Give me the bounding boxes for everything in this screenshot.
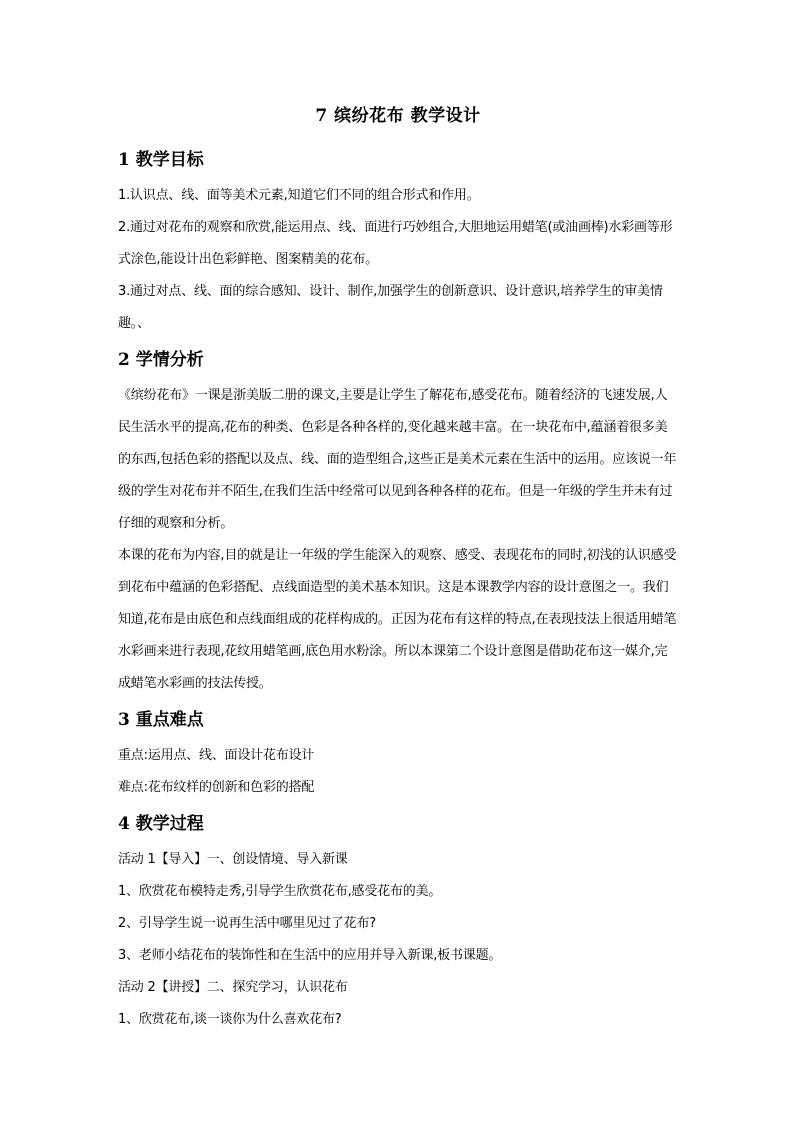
section-heading: 4 教学过程	[118, 814, 204, 834]
paragraph: 1、欣赏花布,谈一谈你为什么喜欢花布?	[118, 1012, 342, 1027]
section-heading: 2 学情分析	[118, 350, 204, 370]
paragraph: 1、欣赏花布模特走秀,引导学生欣赏花布,感受花布的美。	[118, 884, 442, 899]
section-student-analysis	[118, 348, 678, 700]
paragraph: 2、引导学生说一说再生活中哪里见过了花布?	[118, 916, 376, 931]
document-title: 7 缤纷花布 教学设计	[315, 106, 481, 126]
paragraph: 难点:花布纹样的创新和色彩的搭配	[118, 780, 315, 795]
paragraph: 1.认识点、线、面等美术元素,知道它们不同的组合形式和作用。	[118, 188, 480, 203]
section-heading: 1 教学目标	[118, 150, 204, 170]
section-key-points	[118, 708, 678, 804]
paragraph: 3、老师小结花布的装饰性和在生活中的应用并导入新课,板书课题。	[118, 948, 502, 963]
section-heading: 3 重点难点	[118, 710, 204, 730]
paragraph: 活动 1【导入】一、创设情境、导入新课	[118, 852, 348, 867]
paragraph: 本课的花布为内容,目的就是让一年级的学生能深入的观察、感受、表现花布的同时,初浅的认识感受到花布中蕴涵的色彩搭配、点线面造型的美术基本知识。这是本课教学内容的设计意图之一。我们知道,花布是由底色和点线面组成的花样构成的。正因为花布有这样的特点,在表现技法上很适用蜡笔水彩画来进行表现,花纹用蜡笔画,底色用水粉涂。所以本课第二个设计意图是借助花布这一媒介,完成蜡笔水彩画的技法传授。	[118, 548, 677, 691]
section-teaching-process	[118, 812, 678, 1036]
section-teaching-goals	[118, 148, 678, 340]
paragraph: 3.通过对点、线、面的综合感知、设计、制作,加强学生的创新意识、设计意识,培养学生的审美情趣。、	[118, 284, 663, 331]
paragraph: 重点:运用点、线、面设计花布设计	[118, 748, 315, 763]
paragraph: 《缤纷花布》一课是浙美版二册的课文,主要是让学生了解花布,感受花布。随着经济的飞速发展,人民生活水平的提高,花布的种类、色彩是各种各样的,变化越来越丰富。在一块花布中,蕴涵着很多美的东西,包括色彩的搭配以及点、线、面的造型组合,这些正是美术元素在生活中的运用。应该说一年级的学生对花布并不陌生,在我们生活中经常可以见到各种各样的花布。但是一年级的学生并未有过仔细的观察和分析。	[118, 388, 677, 531]
document-page	[118, 104, 678, 1044]
paragraph: 2.通过对花布的观察和欣赏,能运用点、线、面进行巧妙组合,大胆地运用蜡笔(或油画棒)水彩画等形式涂色,能设计出色彩鲜艳、图案精美的花布。	[118, 220, 673, 267]
paragraph: 活动 2【讲授】二、探究学习，认识花布	[118, 980, 348, 995]
